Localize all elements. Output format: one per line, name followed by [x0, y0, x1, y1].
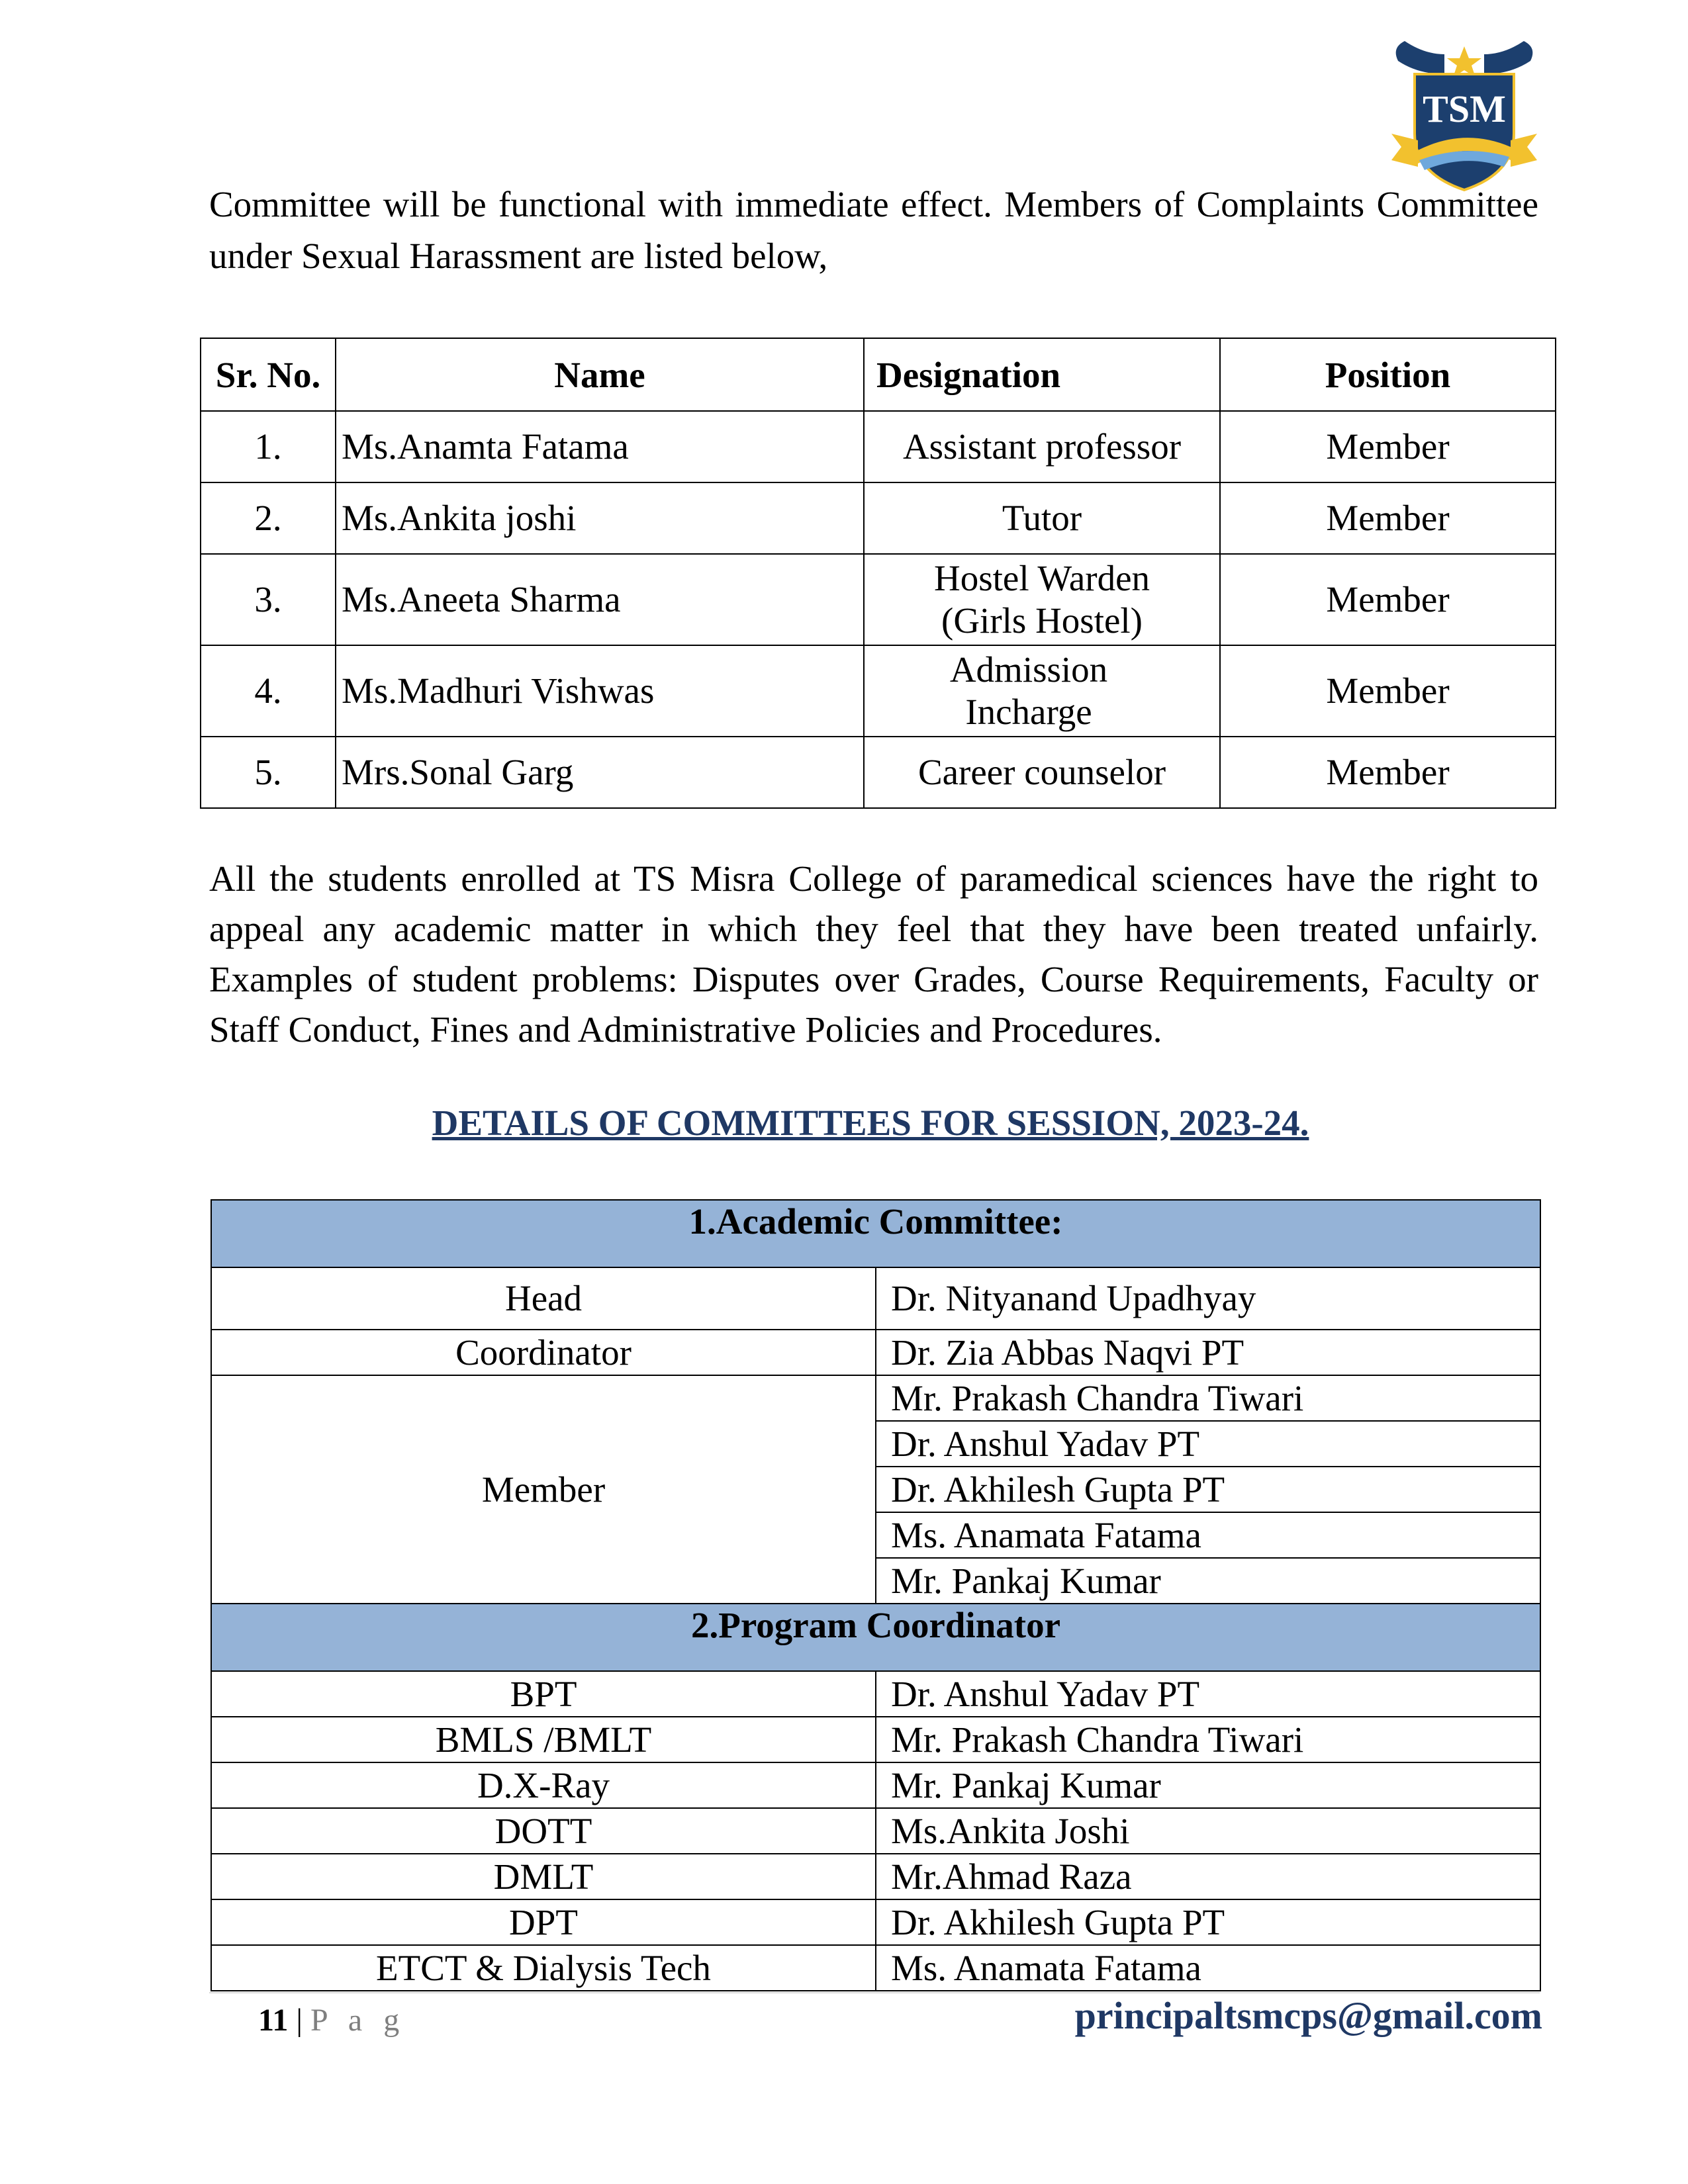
- name-cell: Ms.Aneeta Sharma: [336, 554, 864, 645]
- program-coordinator-header-row: [211, 1604, 1540, 1671]
- position-cell: Member: [1220, 554, 1556, 645]
- page-number-value: 11: [258, 2003, 289, 2038]
- academic-committee-title: 1.Academic Committee:: [211, 1200, 1540, 1267]
- program-cell: BPT: [211, 1671, 876, 1717]
- appeal-paragraph: All the students enrolled at TS Misra College of paramedical sciences have the right to appeal any academic matter in which they feel that they have been treated unfairly. Examples of student problems: Disputes over Grades, Course Requirements, Faculty or Staff Conduct, Fines and Administrative Policies and Procedures.: [209, 858, 1538, 1050]
- person-cell: Dr. Anshul Yadav PT: [876, 1671, 1540, 1717]
- name-cell: Ms.Ankita joshi: [336, 482, 864, 554]
- program-cell: DPT: [211, 1899, 876, 1945]
- designation-cell: [864, 554, 1220, 645]
- designation-cell: Career counselor: [864, 737, 1220, 808]
- intro-paragraph: Committee will be functional with immediate effect. Members of Complaints Committee under Sexual Harassment are listed below,: [209, 184, 1538, 276]
- table-row: [201, 411, 1556, 482]
- table-row: [211, 1854, 1540, 1899]
- table-row: [211, 1267, 1540, 1330]
- college-logo-graphic: [1378, 34, 1550, 200]
- college-logo: [1378, 34, 1550, 200]
- table-row: [211, 1375, 1540, 1421]
- person-cell: Ms.Ankita Joshi: [876, 1808, 1540, 1854]
- sr-no-cell: 4.: [201, 645, 336, 737]
- column-header-position: Position: [1220, 338, 1556, 411]
- page-number-separator: |: [296, 2003, 310, 2038]
- name-cell: Mrs.Sonal Garg: [336, 737, 864, 808]
- section-title: DETAILS OF COMMITTEES FOR SESSION, 2023-24.: [432, 1103, 1309, 1143]
- column-header-name: Name: [336, 338, 864, 411]
- designation-line: (Girls Hostel): [941, 600, 1143, 641]
- committees-table: [211, 1199, 1541, 1991]
- name-cell: Ms.Anamta Fatama: [336, 411, 864, 482]
- academic-committee-header-row: [211, 1200, 1540, 1267]
- designation-cell: [864, 645, 1220, 737]
- table-row: [211, 1762, 1540, 1808]
- name-cell: Ms.Madhuri Vishwas: [336, 645, 864, 737]
- complaints-committee-table: [200, 338, 1556, 809]
- person-cell: Dr. Anshul Yadav PT: [876, 1421, 1540, 1467]
- column-header-sr-no: Sr. No.: [201, 338, 336, 411]
- program-cell: DMLT: [211, 1854, 876, 1899]
- table-row: [211, 1899, 1540, 1945]
- program-cell: ETCT & Dialysis Tech: [211, 1945, 876, 1991]
- role-cell: Head: [211, 1267, 876, 1330]
- designation-line: Incharge: [965, 692, 1092, 732]
- page-number: [258, 2002, 406, 2038]
- person-cell: Mr.Ahmad Raza: [876, 1854, 1540, 1899]
- person-cell: Dr. Zia Abbas Naqvi PT: [876, 1330, 1540, 1375]
- program-cell: DOTT: [211, 1808, 876, 1854]
- person-cell: Mr. Prakash Chandra Tiwari: [876, 1375, 1540, 1421]
- program-cell: D.X-Ray: [211, 1762, 876, 1808]
- person-cell: Dr. Akhilesh Gupta PT: [876, 1467, 1540, 1512]
- person-cell: Ms. Anamata Fatama: [876, 1945, 1540, 1991]
- position-cell: Member: [1220, 645, 1556, 737]
- person-cell: Mr. Prakash Chandra Tiwari: [876, 1717, 1540, 1762]
- table-row: [201, 554, 1556, 645]
- svg-text:TSM: TSM: [1423, 87, 1506, 130]
- person-cell: Mr. Pankaj Kumar: [876, 1762, 1540, 1808]
- table-row: [211, 1808, 1540, 1854]
- sr-no-cell: 2.: [201, 482, 336, 554]
- table-row: [211, 1330, 1540, 1375]
- designation-line: Admission: [949, 649, 1108, 690]
- table-row: [211, 1945, 1540, 1991]
- sr-no-cell: 1.: [201, 411, 336, 482]
- position-cell: Member: [1220, 737, 1556, 808]
- designation-cell: Tutor: [864, 482, 1220, 554]
- person-cell: Ms. Anamata Fatama: [876, 1512, 1540, 1558]
- table-row: [201, 737, 1556, 808]
- designation-line: Hostel Warden: [934, 558, 1150, 598]
- footer-email: principaltsmcps@gmail.com: [1074, 1994, 1542, 2037]
- person-cell: Dr. Akhilesh Gupta PT: [876, 1899, 1540, 1945]
- role-cell: Coordinator: [211, 1330, 876, 1375]
- position-cell: Member: [1220, 411, 1556, 482]
- sr-no-cell: 5.: [201, 737, 336, 808]
- column-header-designation: Designation: [864, 338, 1220, 411]
- program-coordinator-title: 2.Program Coordinator: [211, 1604, 1540, 1671]
- page-label: P a g: [310, 2003, 406, 2038]
- table-row: [211, 1671, 1540, 1717]
- table-header-row: [201, 338, 1556, 411]
- table-row: [201, 645, 1556, 737]
- table-row: [211, 1717, 1540, 1762]
- person-cell: Mr. Pankaj Kumar: [876, 1558, 1540, 1604]
- position-cell: Member: [1220, 482, 1556, 554]
- role-cell: Member: [211, 1375, 876, 1604]
- designation-cell: Assistant professor: [864, 411, 1220, 482]
- person-cell: Dr. Nityanand Upadhyay: [876, 1267, 1540, 1330]
- table-row: [201, 482, 1556, 554]
- sr-no-cell: 3.: [201, 554, 336, 645]
- program-cell: BMLS /BMLT: [211, 1717, 876, 1762]
